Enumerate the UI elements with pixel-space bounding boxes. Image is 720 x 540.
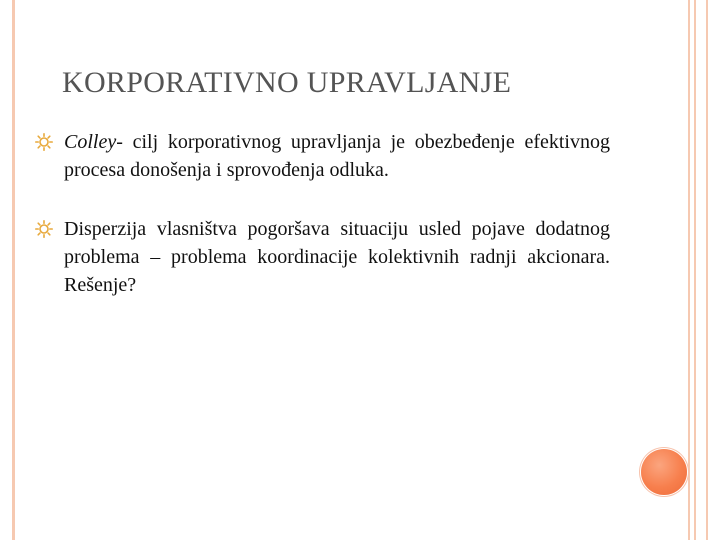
slide-title: KORPORATIVNO UPRAVLJANJE: [62, 66, 512, 99]
author-name: Colley: [64, 131, 117, 153]
bullet-item-disperzija: [34, 215, 610, 299]
bullet-body-colley: - cilj korporativnog upravljanja je obezbeđenje efektivnog procesa donošenja i sprovođenja odluka.: [64, 131, 610, 181]
left-frame-line: [12, 0, 15, 540]
bullet-text-colley: [64, 128, 610, 184]
bullet-body-disperzija: Disperzija vlasništva pogoršava situaciju usled pojave dodatnog problema – problema koordinacije kolektivnih radnji akcionara. Rešenje?: [64, 218, 610, 296]
right-frame-line-3: [706, 0, 708, 540]
right-frame-line-1: [688, 0, 690, 540]
sun-bullet-icon: [34, 132, 54, 152]
right-frame-line-2: [694, 0, 696, 540]
bullet-list: [34, 128, 610, 299]
sun-bullet-icon: [34, 219, 54, 239]
bullet-text-disperzija: [64, 215, 610, 299]
bullet-item-colley: [34, 128, 610, 184]
orange-circle-decoration: [641, 449, 687, 495]
